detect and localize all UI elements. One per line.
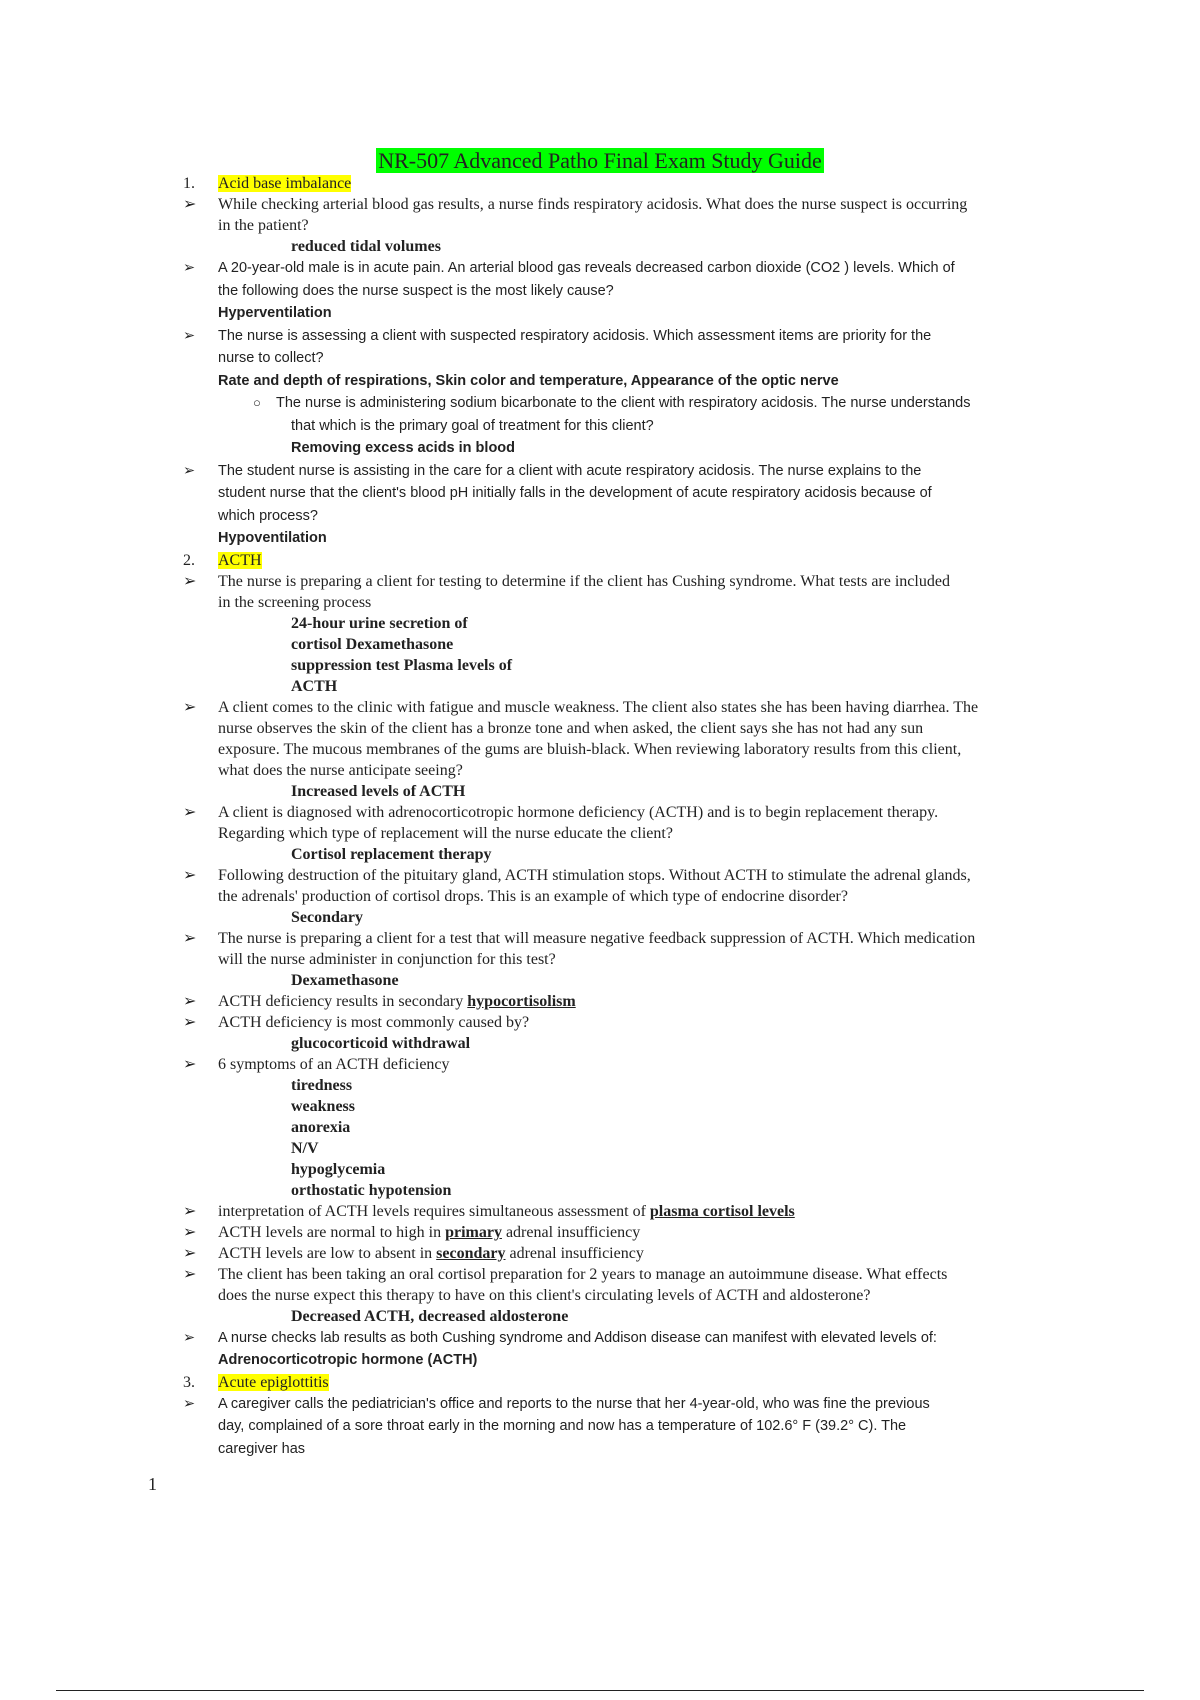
text-run: The nurse is preparing a client for a test that will measure negative feedback suppression of ACTH. Which medication: [218, 929, 976, 947]
text-run: 24-hour urine secretion of: [291, 614, 468, 632]
text-run: Hypoventilation: [218, 530, 327, 546]
text-run: weakness: [291, 1097, 356, 1115]
section-heading: [0, 173, 1200, 194]
arrow-bullet-icon: ➢: [183, 698, 197, 716]
text-run: caregiver has: [218, 1440, 306, 1457]
question-item: [0, 1222, 1200, 1243]
text-run: A client comes to the clinic with fatigue and muscle weakness. The client also states she has been having diarrhea. The: [218, 698, 979, 716]
arrow-bullet-icon: ➢: [183, 196, 197, 213]
text-run: orthostatic hypotension: [291, 1181, 452, 1199]
text-run: 6 symptoms of an ACTH deficiency: [218, 1055, 450, 1073]
arrow-bullet-icon: ➢: [183, 1202, 197, 1220]
text-run: The client has been taking an oral cortisol preparation for 2 years to manage an autoimmune disease. What effects: [218, 1265, 948, 1283]
title-highlight: NR-507 Advanced Patho Final Exam Study Guide: [378, 148, 822, 173]
question-item: [0, 1012, 1200, 1033]
line-text: [218, 280, 614, 303]
line-text: [218, 718, 923, 739]
arrow-bullet-icon: ➢: [183, 1055, 197, 1073]
question-item: [0, 257, 1200, 280]
page-number: 1: [148, 1474, 157, 1494]
line-text: [276, 392, 970, 415]
text-line: [0, 844, 1200, 865]
text-run: hypoglycemia: [291, 1160, 386, 1178]
line-text: [291, 613, 468, 634]
arrow-bullet-icon: ➢: [183, 992, 197, 1010]
line-text: [218, 1285, 870, 1306]
line-text: [291, 236, 441, 257]
text-run: nurse to collect?: [218, 350, 324, 366]
line-text: [291, 437, 515, 460]
text-run: reduced tidal volumes: [291, 238, 441, 255]
text-line: [0, 1159, 1200, 1180]
section-heading: [0, 1372, 1200, 1393]
text-line: [0, 1438, 1200, 1461]
text-line: [0, 823, 1200, 844]
text-line: [0, 1306, 1200, 1327]
text-run: in the patient?: [218, 217, 309, 234]
line-text: [291, 1159, 385, 1180]
line-text: [218, 592, 371, 613]
line-text: [218, 823, 673, 844]
key-term: secondary: [436, 1244, 506, 1262]
arrow-bullet-icon: ➢: [183, 260, 196, 276]
line-text: [218, 802, 938, 823]
text-line: [0, 1096, 1200, 1117]
line-text: [291, 1075, 352, 1096]
question-item: [0, 1054, 1200, 1075]
line-text: [291, 1138, 319, 1159]
text-run: student nurse that the client's blood pH initially falls in the development of acute respiratory acidosis because of: [218, 485, 932, 501]
text-run: the adrenals' production of cortisol drops. This is an example of which type of endocrine disorder?: [218, 887, 848, 905]
text-run: ACTH levels are low to absent in: [218, 1244, 437, 1262]
highlighted-heading: ACTH: [218, 551, 262, 569]
key-term: primary: [445, 1223, 502, 1241]
text-run: will the nurse administer in conjunction for this test?: [218, 950, 556, 968]
line-text: [218, 1415, 906, 1438]
circle-bullet-icon: ○: [253, 395, 261, 410]
line-text: [291, 1180, 451, 1201]
line-text: [291, 970, 399, 991]
text-run: The nurse is preparing a client for testing to determine if the client has Cushing syndrome. What tests are included: [218, 572, 950, 590]
question-item: [0, 865, 1200, 886]
line-text: [218, 370, 839, 393]
section-number: 1.: [183, 175, 195, 192]
text-run: ACTH deficiency is most commonly caused by?: [218, 1013, 530, 1031]
text-run: A caregiver calls the pediatrician's office and reports to the nurse that her 4-year-old, who was fine the previous: [218, 1395, 930, 1412]
text-run: A nurse checks lab results as both Cushing syndrome and Addison disease can manifest with elevated levels of:: [218, 1329, 937, 1346]
line-text: [218, 760, 463, 781]
text-run: nurse observes the skin of the client has a bronze tone and when asked, the client says she has not had any sun: [218, 719, 924, 737]
question-item: [0, 802, 1200, 823]
line-text: [218, 886, 848, 907]
footer-rule: [56, 1690, 1144, 1691]
line-text: [218, 697, 978, 718]
text-line: [0, 236, 1200, 257]
text-line: [0, 760, 1200, 781]
line-text: [218, 482, 932, 505]
text-line: [0, 280, 1200, 303]
arrow-bullet-icon: ➢: [183, 462, 196, 479]
arrow-bullet-icon: ➢: [183, 1395, 196, 1412]
text-run: what does the nurse anticipate seeing?: [218, 761, 463, 779]
question-item: [0, 392, 1200, 415]
arrow-bullet-icon: ➢: [183, 572, 197, 590]
text-run: Hyperventilation: [218, 305, 332, 321]
arrow-bullet-icon: ➢: [183, 1265, 197, 1283]
text-line: [0, 634, 1200, 655]
text-run: in the screening process: [218, 593, 372, 611]
text-run: the following does the nurse suspect is the most likely cause?: [218, 282, 614, 299]
text-run: day, complained of a sore throat early in the morning and now has a temperature of 102.6° F (39.2° C). The: [218, 1418, 907, 1434]
line-text: [291, 907, 363, 928]
question-item: [0, 991, 1200, 1012]
key-term: plasma cortisol levels: [649, 1202, 795, 1220]
text-line: [0, 613, 1200, 634]
arrow-bullet-icon: ➢: [183, 929, 197, 947]
text-run: does the nurse expect this therapy to have on this client's circulating levels of ACTH and aldosterone?: [218, 1286, 871, 1304]
text-line: [0, 370, 1200, 393]
text-line: [0, 949, 1200, 970]
text-line: [0, 1285, 1200, 1306]
highlighted-heading: Acute epiglottitis: [218, 1373, 329, 1391]
text-run: Removing excess acids in blood: [291, 440, 516, 456]
line-text: [218, 1264, 947, 1285]
text-run: N/V: [291, 1139, 319, 1157]
arrow-bullet-icon: ➢: [183, 1013, 197, 1031]
question-item: [0, 1327, 1200, 1350]
text-line: [0, 739, 1200, 760]
arrow-bullet-icon: ➢: [183, 1223, 197, 1241]
text-line: [0, 718, 1200, 739]
text-run: Following destruction of the pituitary gland, ACTH stimulation stops. Without ACTH to stimulate the adrenal glands,: [218, 866, 971, 884]
line-text: [291, 781, 465, 802]
text-run: ACTH deficiency results in secondary: [218, 992, 468, 1010]
line-text: [218, 1372, 329, 1393]
text-line: [0, 505, 1200, 528]
line-text: [218, 739, 961, 760]
section-heading: [0, 550, 1200, 571]
text-run: cortisol Dexamethasone: [291, 635, 454, 653]
line-text: [218, 550, 262, 571]
line-text: [218, 1327, 937, 1350]
line-text: [291, 1033, 470, 1054]
question-item: [0, 1264, 1200, 1285]
question-item: [0, 325, 1200, 348]
line-text: [218, 505, 318, 528]
line-text: [218, 173, 351, 194]
section-number: 2.: [183, 551, 195, 569]
text-line: [0, 482, 1200, 505]
arrow-bullet-icon: ➢: [183, 1244, 197, 1262]
study-guide-content: [0, 173, 1200, 1460]
text-line: [0, 1033, 1200, 1054]
text-line: [0, 527, 1200, 550]
text-run: Rate and depth of respirations, Skin color and temperature, Appearance of the optic nerve: [218, 372, 839, 389]
highlighted-heading: Acid base imbalance: [218, 175, 352, 192]
key-term: hypocortisolism: [467, 992, 576, 1010]
line-text: [218, 1012, 529, 1033]
text-line: [0, 886, 1200, 907]
text-run: Regarding which type of replacement will the nurse educate the client?: [218, 824, 673, 842]
text-run: Dexamethasone: [291, 971, 399, 989]
arrow-bullet-icon: ➢: [183, 1329, 196, 1346]
text-run: The nurse is administering sodium bicarbonate to the client with respiratory acidosis. The nurse understands: [276, 395, 971, 411]
text-line: [0, 907, 1200, 928]
text-line: [0, 1075, 1200, 1096]
text-run: The student nurse is assisting in the care for a client with acute respiratory acidosis. The nurse explains to the: [218, 462, 922, 479]
line-text: [218, 1201, 795, 1222]
text-line: [0, 970, 1200, 991]
line-text: [218, 257, 955, 280]
text-run: While checking arterial blood gas results, a nurse finds respiratory acidosis. What does the nurse suspect is occurring: [218, 196, 968, 213]
text-run: that which is the primary goal of treatment for this client?: [291, 417, 654, 434]
question-item: [0, 1393, 1200, 1416]
arrow-bullet-icon: ➢: [183, 803, 197, 821]
text-run: ACTH: [291, 677, 338, 695]
text-run: exposure. The mucous membranes of the gums are bluish-black. When reviewing laboratory results from this client,: [218, 740, 962, 758]
question-item: [0, 1201, 1200, 1222]
text-run: adrenal insufficiency: [505, 1244, 644, 1262]
line-text: [218, 865, 971, 886]
line-text: [291, 655, 512, 676]
line-text: [218, 215, 309, 236]
document-title: [0, 146, 1200, 176]
question-item: [0, 1243, 1200, 1264]
text-line: [0, 1349, 1200, 1372]
line-text: [218, 571, 950, 592]
text-run: Cortisol replacement therapy: [291, 845, 492, 863]
question-item: [0, 460, 1200, 483]
question-item: [0, 928, 1200, 949]
text-line: [0, 781, 1200, 802]
text-line: [0, 1117, 1200, 1138]
line-text: [218, 347, 324, 370]
arrow-bullet-icon: ➢: [183, 866, 197, 884]
text-run: tiredness: [291, 1076, 353, 1094]
text-run: Adrenocorticotropic hormone (ACTH): [218, 1352, 478, 1368]
arrow-bullet-icon: ➢: [183, 327, 196, 344]
line-text: [291, 1096, 355, 1117]
line-text: [218, 1243, 644, 1264]
line-text: [218, 949, 556, 970]
text-run: interpretation of ACTH levels requires simultaneous assessment of: [218, 1202, 650, 1220]
text-run: Increased levels of ACTH: [291, 782, 466, 800]
line-text: [218, 302, 332, 325]
text-line: [0, 215, 1200, 236]
line-text: [291, 634, 453, 655]
line-text: [218, 527, 327, 550]
text-line: [0, 1138, 1200, 1159]
line-text: [218, 928, 975, 949]
line-text: [291, 844, 492, 865]
text-line: [0, 676, 1200, 697]
text-line: [0, 655, 1200, 676]
line-text: [218, 1349, 477, 1372]
question-item: [0, 697, 1200, 718]
text-run: The nurse is assessing a client with suspected respiratory acidosis. Which assessment items are priority for the: [218, 327, 932, 344]
text-run: A 20-year-old male is in acute pain. An arterial blood gas reveals decreased carbon dioxide (CO2 ) levels. Which of: [218, 260, 955, 276]
text-run: glucocorticoid withdrawal: [291, 1034, 471, 1052]
text-line: [0, 1180, 1200, 1201]
text-run: anorexia: [291, 1118, 351, 1136]
line-text: [218, 460, 921, 483]
text-run: suppression test Plasma levels of: [291, 656, 513, 674]
text-line: [0, 347, 1200, 370]
line-text: [218, 194, 967, 215]
section-number: 3.: [183, 1373, 195, 1391]
question-item: [0, 194, 1200, 215]
line-text: [218, 1222, 640, 1243]
text-run: ACTH levels are normal to high in: [218, 1223, 446, 1241]
text-line: [0, 1415, 1200, 1438]
line-text: [291, 1306, 568, 1327]
text-run: Secondary: [291, 908, 363, 926]
question-item: [0, 571, 1200, 592]
line-text: [218, 1438, 305, 1461]
text-line: [0, 302, 1200, 325]
line-text: [291, 676, 337, 697]
text-run: adrenal insufficiency: [501, 1223, 641, 1241]
line-text: [291, 1117, 350, 1138]
line-text: [218, 1393, 930, 1416]
line-text: [291, 415, 654, 438]
text-run: A client is diagnosed with adrenocorticotropic hormone deficiency (ACTH) and is to begin replacement therapy.: [218, 803, 939, 821]
line-text: [218, 1054, 450, 1075]
line-text: [218, 325, 931, 348]
text-line: [0, 437, 1200, 460]
text-line: [0, 592, 1200, 613]
text-run: which process?: [218, 507, 318, 524]
text-line: [0, 415, 1200, 438]
line-text: [218, 991, 576, 1012]
text-run: Decreased ACTH, decreased aldosterone: [291, 1307, 569, 1325]
